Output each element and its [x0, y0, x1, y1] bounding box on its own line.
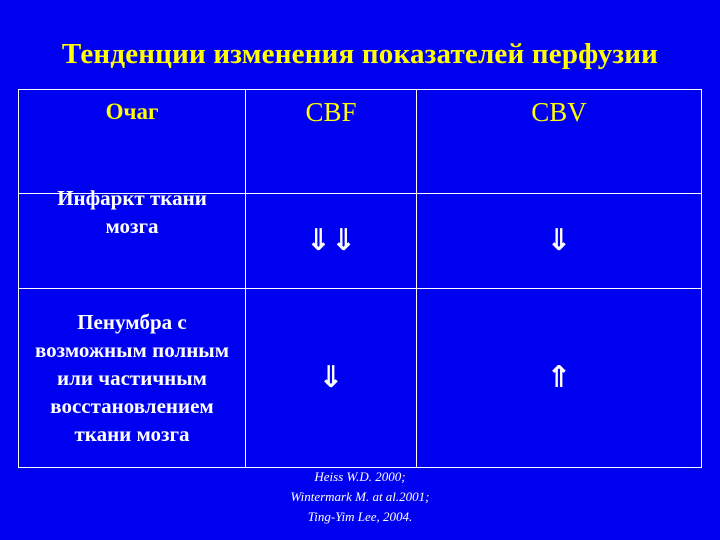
header-cbf: CBF	[246, 90, 417, 194]
row-penumbra-label: Пенумбра с возможным полным или частичным восстановлением ткани мозга	[34, 310, 230, 446]
table-row	[19, 194, 702, 289]
table-row	[19, 289, 702, 468]
citation-line: Heiss W.D. 2000;	[314, 469, 406, 484]
header-cbv: CBV	[417, 90, 702, 194]
perfusion-table	[18, 89, 702, 468]
down-arrow-icon: ⇓	[546, 222, 572, 258]
row-infarct-label-cell	[19, 186, 246, 289]
row-infarct-label: Инфаркт ткани мозга	[57, 186, 207, 238]
double-down-arrow-icon: ⇓⇓	[305, 222, 357, 258]
up-arrow-icon: ⇑	[546, 359, 572, 395]
row-infarct-cbv	[417, 194, 702, 289]
citation-line: Wintermark M. at al.2001;	[290, 489, 430, 504]
citation	[238, 467, 482, 527]
row-penumbra-cbf	[246, 289, 417, 468]
row-penumbra-label-cell	[19, 289, 246, 468]
header-focus-label: Очаг	[105, 99, 159, 124]
table-header-row	[19, 90, 702, 194]
slide-title: Тенденции изменения показателей перфузии	[61, 38, 659, 70]
row-infarct-cbf	[246, 194, 417, 289]
header-focus	[19, 90, 246, 194]
row-penumbra-cbv	[417, 289, 702, 468]
down-arrow-icon: ⇓	[318, 359, 344, 395]
citation-line: Ting-Yim Lee, 2004.	[307, 509, 413, 524]
